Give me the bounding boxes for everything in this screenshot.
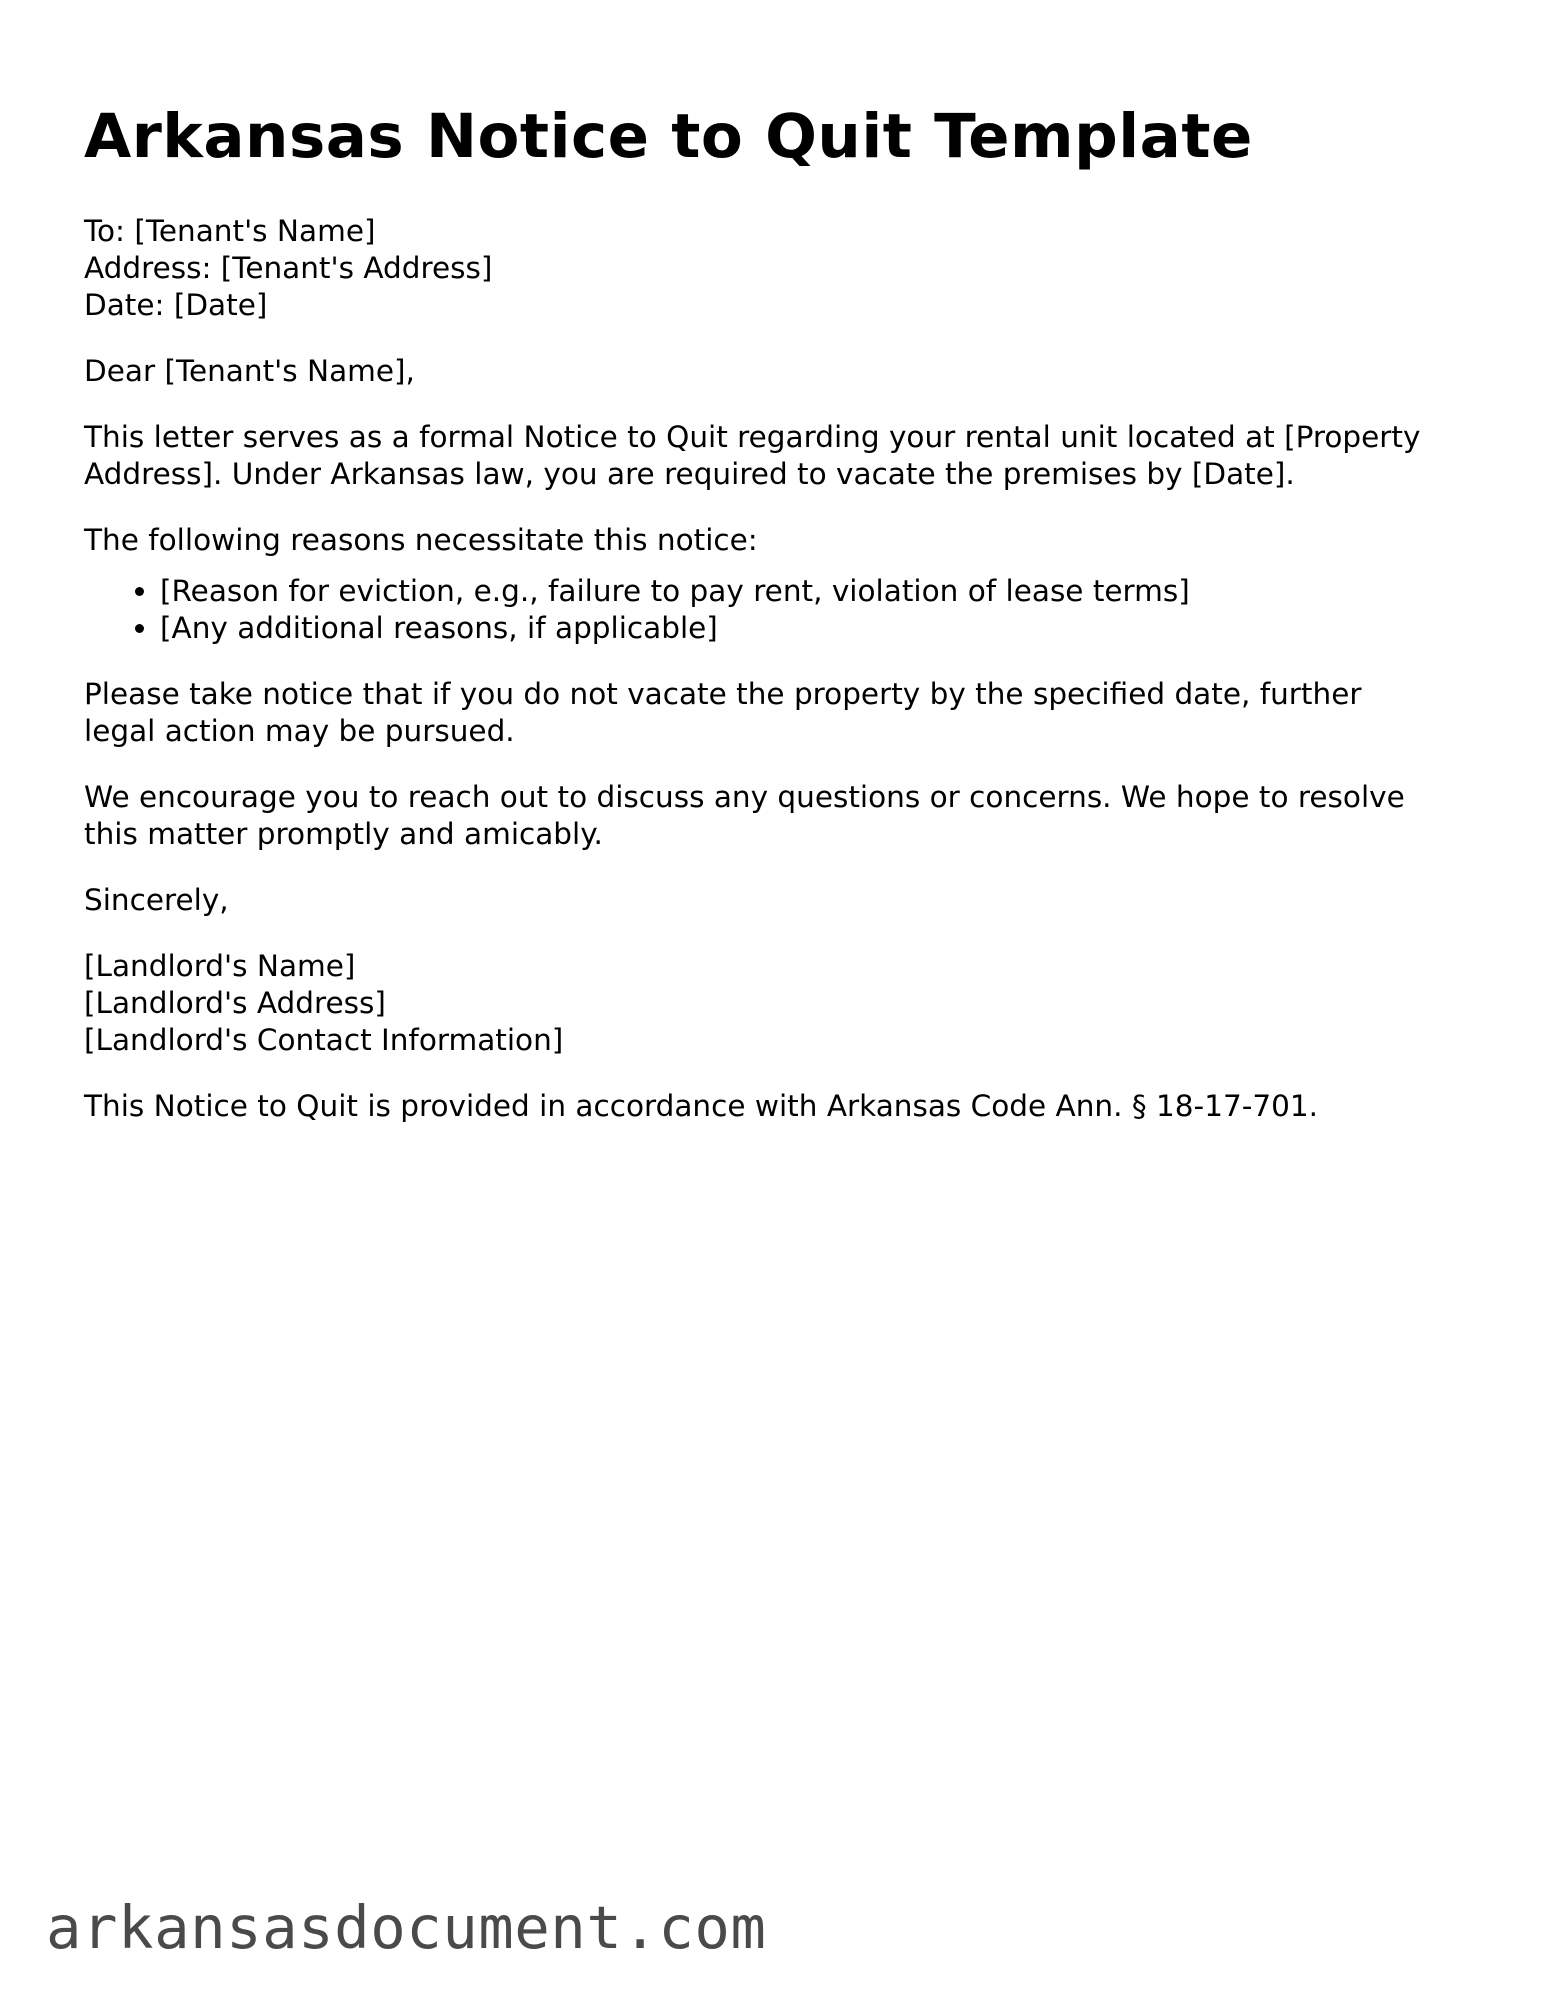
intro-paragraph (84, 419, 1484, 493)
legal-note-text: This Notice to Quit is provided in accordance with Arkansas Code Ann. § 18-17-701. (84, 1089, 1319, 1124)
warning-line: legal action may be pursued. (84, 714, 515, 749)
signature-block (84, 948, 1484, 1059)
recipient-to: To: [Tenant's Name] (84, 214, 376, 249)
landlord-name: [Landlord's Name] (84, 949, 356, 984)
encourage-paragraph (84, 779, 1484, 853)
recipient-address: Address: [Tenant's Address] (84, 251, 493, 286)
reasons-intro-text: The following reasons necessitate this notice: (84, 523, 758, 558)
list-item: • [Reason for eviction, e.g., failure to pay rent, violation of lease terms] (160, 573, 1484, 610)
salutation (84, 353, 1484, 390)
reasons-intro (84, 522, 1484, 559)
site-watermark: arkansasdocument.com (46, 1893, 767, 1962)
landlord-address: [Landlord's Address] (84, 986, 386, 1021)
encourage-line: We encourage you to reach out to discuss any questions or concerns. We hope to resolve (84, 780, 1405, 815)
warning-paragraph (84, 676, 1484, 750)
intro-line: Address]. Under Arkansas law, you are required to vacate the premises by [Date]. (84, 457, 1295, 492)
document-page (84, 100, 1484, 1154)
recipient-header (84, 213, 1484, 324)
warning-line: Please take notice that if you do not vacate the property by the specified date, further (84, 677, 1362, 712)
landlord-contact: [Landlord's Contact Information] (84, 1023, 564, 1058)
encourage-line: this matter promptly and amicably. (84, 817, 603, 852)
closing (84, 882, 1484, 919)
legal-note (84, 1088, 1484, 1125)
list-item: • [Any additional reasons, if applicable] (160, 610, 1484, 647)
closing-text: Sincerely, (84, 883, 229, 918)
intro-line: This letter serves as a formal Notice to Quit regarding your rental unit located at [Property (84, 420, 1421, 455)
notice-date: Date: [Date] (84, 288, 268, 323)
page-title: Arkansas Notice to Quit Template (84, 101, 1253, 172)
salutation-text: Dear [Tenant's Name], (84, 354, 415, 389)
reasons-list (84, 573, 1484, 647)
